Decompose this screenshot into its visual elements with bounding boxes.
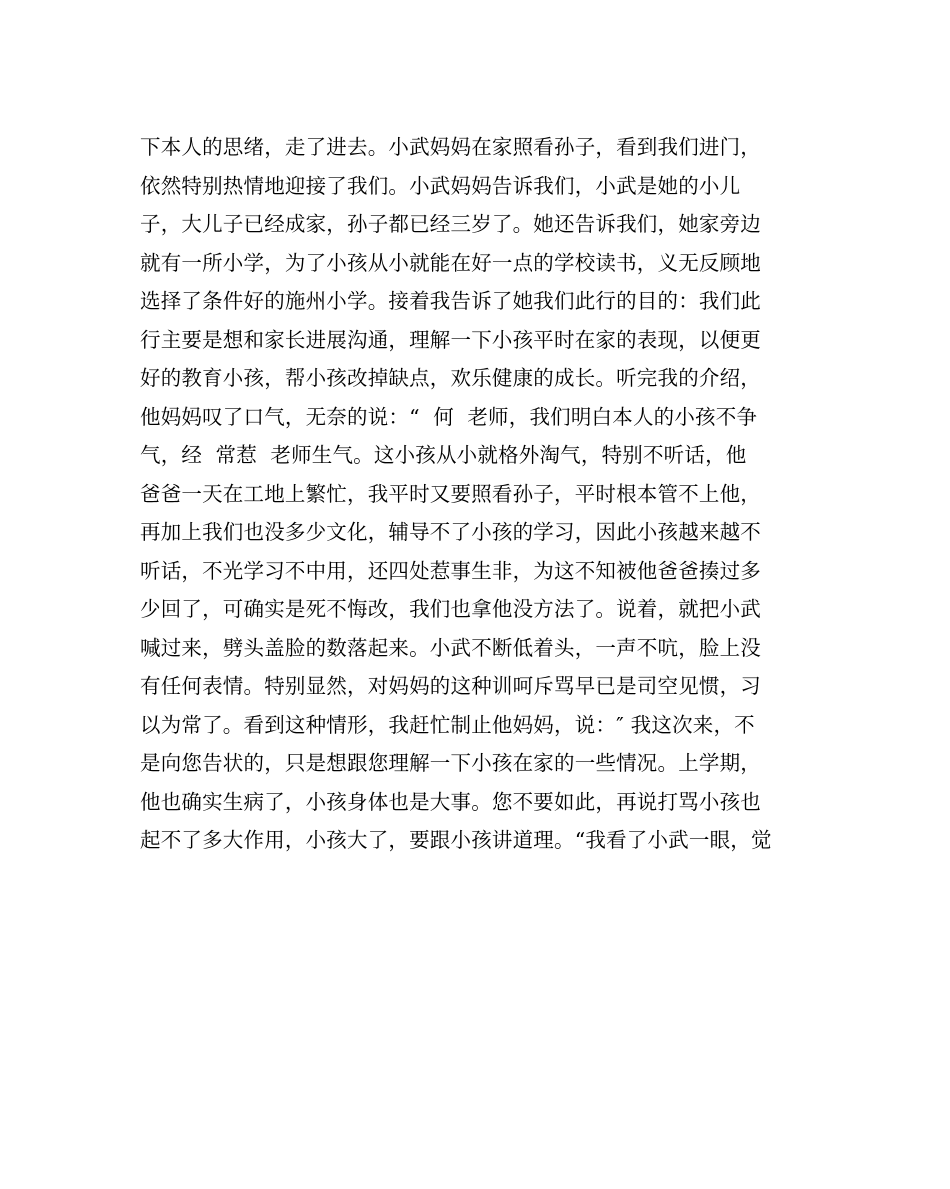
text-line: 有任何表情。特别显然，对妈妈的这种训呵斥骂早已是司空见惯，习 [140, 674, 761, 698]
text-line: 听话，不光学习不中用，还四处惹事生非，为这不知被他爸爸揍过多 [140, 558, 761, 583]
text-line: 依然特别热情地迎接了我们。小武妈妈告诉我们，小武是她的小儿 [140, 173, 741, 198]
text-line: 少回了，可确实是死不悔改，我们也拿他没方法了。说着，就把小武 [140, 597, 761, 621]
text-line: 是向您告状的，只是想跟您理解一下小孩在家的一些情况。上学期， [140, 751, 761, 775]
text-line: 起不了多大作用，小孩大了，要跟小孩讲道理。“我看了小武一眼，觉 [140, 828, 772, 852]
text-line: 喊过来，劈头盖脸的数落起来。小武不断低着头，一声不吭，脸上没 [140, 635, 761, 660]
body-text [140, 128, 820, 860]
text-line: 再加上我们也没多少文化，辅导不了小孩的学习，因此小孩越来越不 [140, 520, 761, 544]
text-line: 气，经 常惹 老师生气。这小孩从小就格外淘气，特别不听话，他 [140, 443, 747, 467]
text-line: 他妈妈叹了口气，无奈的说：“ 何 老师，我们明白本人的小孩不争 [140, 404, 758, 429]
text-line: 下本人的思绪，走了进去。小武妈妈在家照看孙子，看到我们进门， [140, 135, 761, 159]
text-line: 行主要是想和家长进展沟通，理解一下小孩平时在家的表现，以便更 [140, 327, 761, 352]
text-line: 选择了条件好的施州小学。接着我告诉了她我们此行的目的：我们此 [140, 289, 761, 313]
text-line: 爸爸一天在工地上繁忙，我平时又要照看孙子，平时根本管不上他， [140, 481, 761, 506]
text-line: 好的教育小孩，帮小孩改掉缺点，欢乐健康的成长。听完我的介绍， [140, 366, 761, 390]
text-line: 以为常了。看到这种情形，我赶忙制止他妈妈，说：″ 我这次来，不 [140, 712, 755, 737]
text-line: 就有一所小学，为了小孩从小就能在好一点的学校读书，义无反顾地 [140, 250, 761, 275]
text-line: 他也确实生病了，小孩身体也是大事。您不要如此，再说打骂小孩也 [140, 789, 761, 814]
text-line: 子，大儿子已经成家，孙子都已经三岁了。她还告诉我们，她家旁边 [140, 212, 761, 236]
